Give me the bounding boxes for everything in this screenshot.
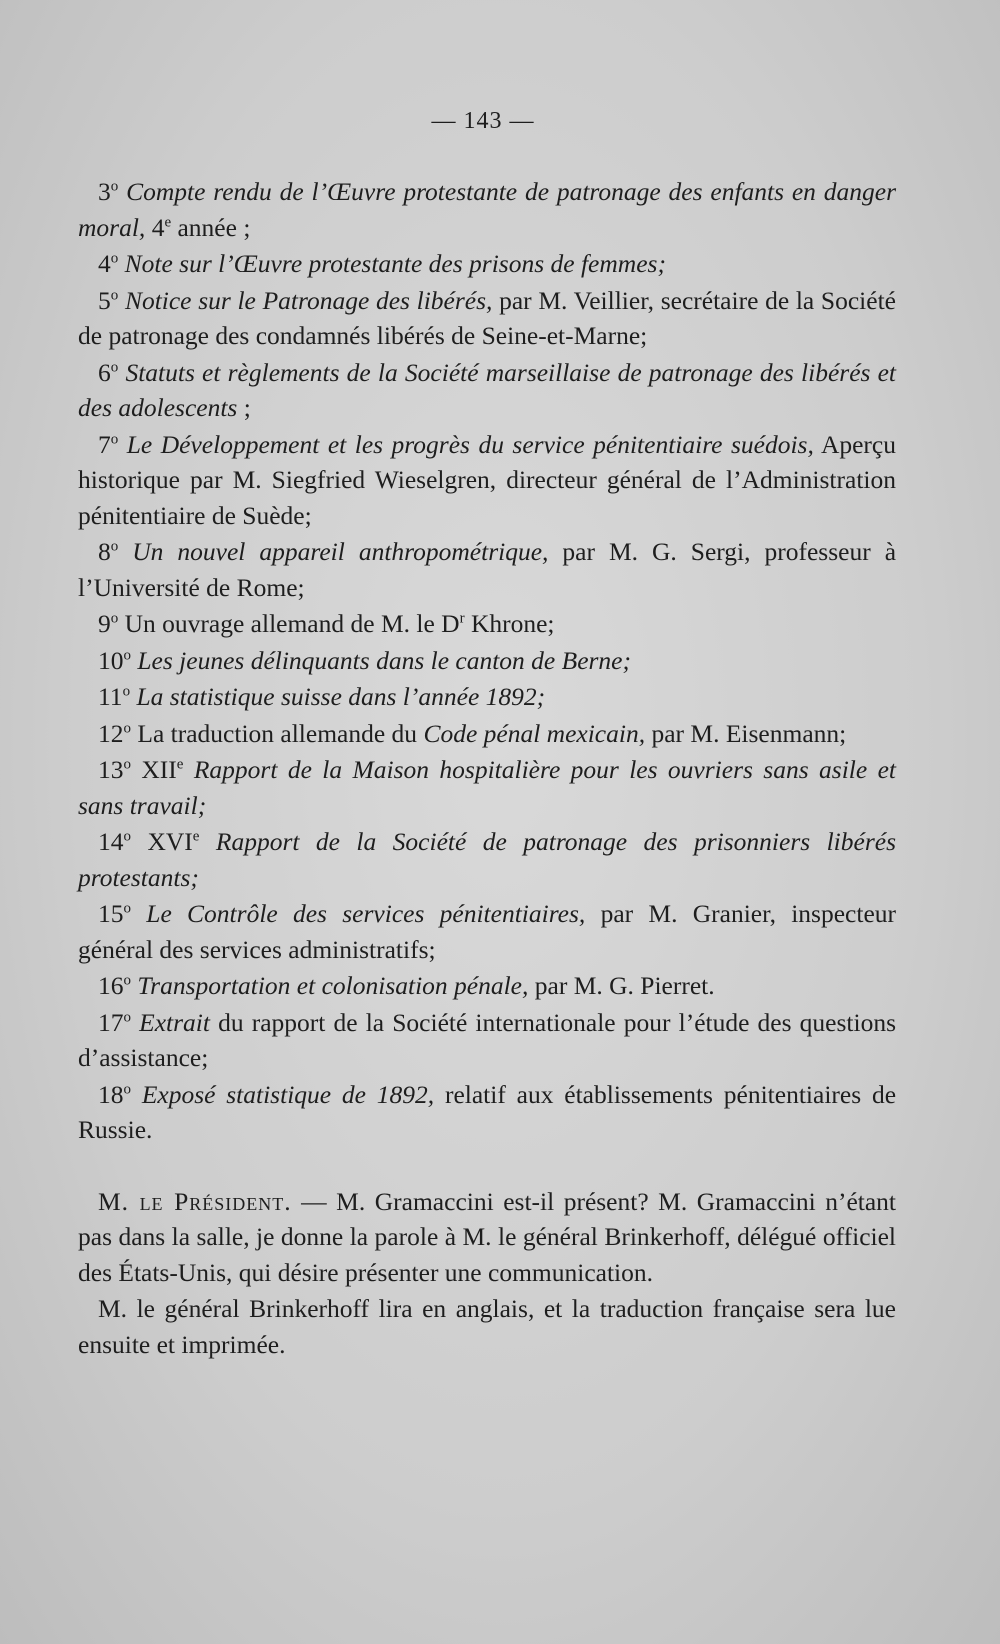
list-item	[78, 283, 896, 354]
list-item	[78, 427, 896, 534]
ordinal-superscript: o	[110, 178, 119, 195]
closing-paragraph-1	[78, 1184, 896, 1291]
item-number: 5$^o$	[98, 285, 119, 315]
superscript: e	[164, 214, 172, 230]
superscript: e	[192, 828, 200, 845]
item-text: Aperçu historique par M. Siegfried Wieselgren, directeur général de l’Administration pénitentiaire de Suède;	[78, 429, 896, 530]
item-title: Un nouvel appareil anthropométrique,	[132, 537, 549, 566]
list-item	[78, 896, 896, 967]
item-number: 8$^o$	[98, 537, 119, 566]
item-title: Statuts et règlements de la Société marseillaise de patronage des libérés et des adolescents	[78, 357, 897, 422]
item-list	[78, 174, 896, 1148]
item-number: 3$^o$	[98, 177, 119, 206]
item-number: 12$^o$	[98, 718, 131, 748]
ordinal-superscript: o	[123, 828, 131, 845]
superscript: r	[459, 610, 465, 627]
item-title: Extrait	[139, 1007, 210, 1037]
item-text: 4e année ;	[145, 212, 251, 242]
list-item	[78, 824, 896, 895]
item-title: Note sur l’Œuvre protestante des prisons de femmes;	[124, 249, 666, 278]
list-item	[78, 606, 896, 642]
ordinal-superscript: o	[110, 250, 119, 267]
item-number: 13$^o$	[98, 755, 131, 784]
item-title: Exposé statistique de 1892,	[141, 1079, 435, 1109]
list-item	[78, 1077, 896, 1148]
ordinal-superscript: o	[123, 1009, 131, 1025]
item-title: Compte rendu de l’Œuvre protestante de patronage des enfants en danger moral,	[78, 177, 896, 242]
item-number: 14$^o$	[98, 827, 131, 856]
list-item	[78, 968, 896, 1004]
ordinal-superscript: o	[123, 756, 131, 773]
closing-paragraph-2: M. le général Brinkerhoff lira en anglais, et la traduction française sera lue ensuite et imprimée.	[78, 1294, 896, 1359]
item-number: 15$^o$	[98, 899, 131, 928]
list-item	[78, 246, 896, 282]
item-number: 7$^o$	[98, 429, 119, 459]
page-number: — 143 —	[431, 108, 535, 134]
closing-text-1: — M. Gramaccini est-il présent? M. Gramaccini n’étant pas dans la salle, je donne la parole à M. le général Brinkerhoff, délégué officiel des États-Unis, qui désire présenter une communication.	[78, 1186, 896, 1287]
item-number: 18$^o$	[98, 1079, 131, 1109]
item-title: Notice sur le Patronage des libérés,	[124, 285, 493, 315]
item-text: Un ouvrage allemand de M. le $D^r$ Khrone;	[124, 609, 555, 638]
item-title: Le Développement et les progrès du service pénitentiaire suédois,	[126, 429, 814, 459]
item-text: XIIe	[141, 755, 184, 784]
item-text: ;	[237, 393, 251, 422]
ordinal-superscript: o	[110, 610, 119, 627]
ordinal-superscript: o	[123, 1081, 131, 1097]
text-block	[78, 174, 896, 1362]
item-number: 4$^o$	[98, 249, 119, 278]
ordinal-superscript: o	[122, 683, 131, 700]
item-number: 16$^o$	[98, 971, 131, 1000]
list-item	[78, 643, 896, 679]
ordinal-superscript: o	[123, 647, 131, 663]
list-item	[78, 174, 896, 245]
item-text: XVIe	[147, 827, 200, 856]
list-item	[78, 355, 896, 426]
list-item	[78, 534, 896, 605]
item-text: par M. Granier, inspecteur général des services administratifs;	[78, 899, 897, 964]
ordinal-superscript: o	[123, 972, 131, 989]
item-title: Les jeunes délinquants dans le canton de Berne;	[137, 645, 631, 675]
ordinal-superscript: o	[110, 287, 119, 303]
list-item	[78, 752, 896, 823]
ordinal-superscript: o	[110, 359, 119, 375]
item-number: 11$^o$	[98, 682, 131, 711]
item-number: 9$^o$	[98, 609, 119, 638]
ordinal-superscript: o	[110, 431, 119, 447]
item-text: La traduction allemande du	[137, 718, 424, 748]
list-item	[78, 679, 896, 715]
list-item	[78, 716, 896, 752]
item-text: du rapport de la Société internationale pour l’étude des questions d’assistance;	[78, 1007, 897, 1072]
item-number: 17$^o$	[98, 1007, 131, 1037]
item-title: Rapport de la Maison hospitalière pour les ouvriers sans asile et sans travail;	[78, 755, 896, 820]
list-item	[78, 1005, 896, 1076]
item-number: 6$^o$	[98, 357, 119, 387]
section-gap	[78, 1148, 896, 1184]
ordinal-superscript: o	[123, 900, 131, 917]
ordinal-superscript: o	[110, 538, 119, 555]
item-text: par M. G. Sergi, professeur à l’Université de Rome;	[78, 537, 897, 602]
superscript: e	[176, 756, 184, 773]
item-text: par M. G. Pierret.	[528, 971, 715, 1000]
ordinal-superscript: o	[123, 720, 131, 736]
item-title: Transportation et colonisation pénale,	[137, 971, 529, 1000]
item-text: relatif aux établissements pénitentiaires de Russie.	[78, 1079, 897, 1144]
item-title: Rapport de la Société de patronage des prisonniers libérés protestants;	[78, 827, 896, 892]
speaker-label: M. le Président.	[98, 1186, 292, 1216]
item-title: La statistique suisse dans l’année 1892;	[136, 682, 546, 711]
item-title: Code pénal mexicain,	[423, 718, 646, 748]
item-number: 10$^o$	[98, 645, 131, 675]
item-text: par M. Eisenmann;	[645, 718, 847, 748]
item-text: par M. Veillier, secrétaire de la Société de patronage des condamnés libérés de Seine-et-Marne;	[78, 285, 896, 350]
item-title: Le Contrôle des services pénitentiaires,	[146, 899, 586, 928]
